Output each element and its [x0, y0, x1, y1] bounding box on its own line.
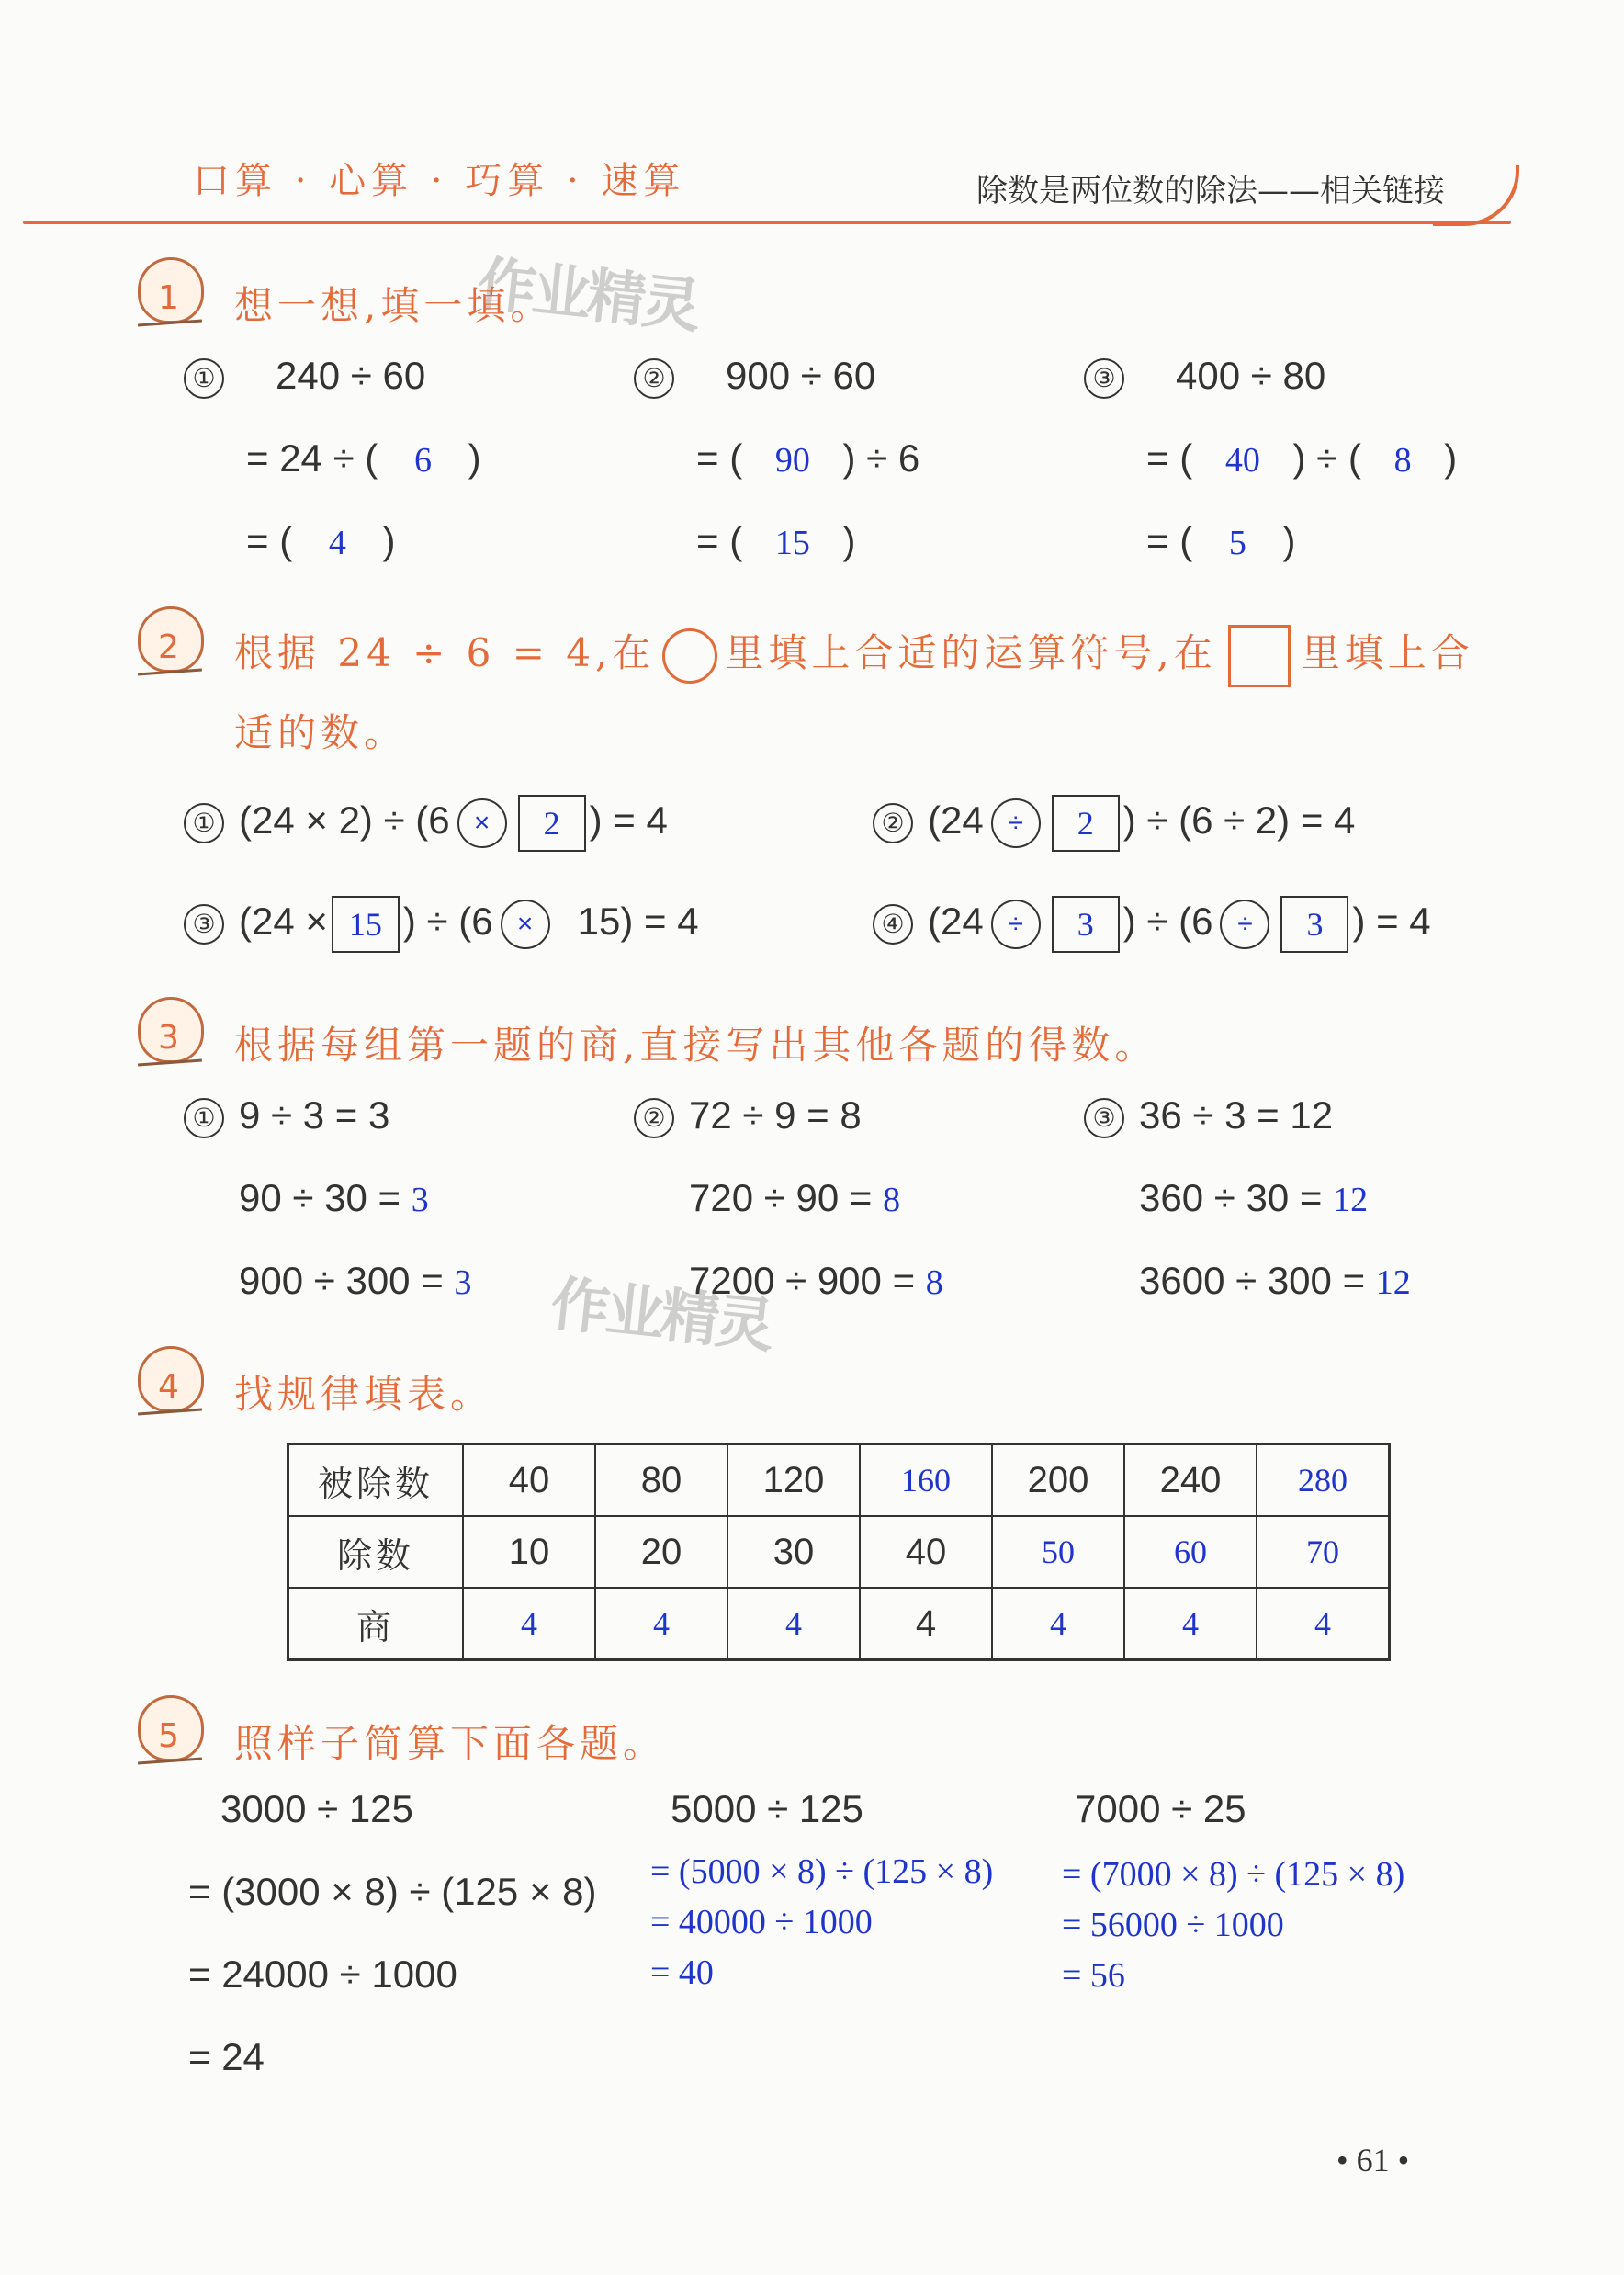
s5-p1-l2: = 40000 ÷ 1000 — [650, 1903, 873, 1941]
table-row — [288, 1588, 1390, 1660]
s3-col2-r3: 7200 ÷ 900 = 8 — [689, 1259, 943, 1302]
s5-p1-l3: = 40 — [650, 1953, 714, 1992]
s5-p1-l1: = (5000 × 8) ÷ (125 × 8) — [650, 1852, 994, 1891]
answer-cell: 160 — [860, 1444, 992, 1517]
header-left: 口算 · 心算 · 巧算 · 速算 — [193, 160, 686, 202]
table-cell: 120 — [727, 1444, 860, 1517]
s3-col2-first: ② 72 ÷ 9 = 8 — [634, 1093, 862, 1138]
s1-item-1-line2: = 24 ÷ ( 6 ) — [246, 436, 481, 480]
section-1-title: 想一想,填一填。 — [234, 283, 554, 328]
section-number: 3 — [158, 1019, 179, 1057]
s3-col1-r3: 900 ÷ 300 = 3 — [239, 1259, 472, 1302]
s3-col3-r3: 3600 ÷ 300 = 12 — [1139, 1259, 1411, 1302]
table-cell: 200 — [992, 1444, 1124, 1517]
s2-q1: ① (24 × 2) ÷ (6 × 2 ) = 4 — [184, 795, 668, 852]
answer-cell: 4 — [727, 1588, 860, 1660]
s5-p2-l3: = 56 — [1062, 1956, 1125, 1995]
box-placeholder-icon — [1228, 625, 1291, 687]
table-cell: 4 — [860, 1588, 992, 1660]
row-head: 商 — [288, 1588, 464, 1660]
section-5-badge — [138, 1695, 202, 1769]
s2-q3: ③ (24 × 15 ) ÷ (6 × 15) = 4 — [184, 896, 699, 953]
s1-item-3-expr: ③ 400 ÷ 80 — [1084, 354, 1325, 399]
s1-item-1-line3: = ( 4 ) — [246, 519, 396, 562]
s5-p2-expr: 7000 ÷ 25 — [1075, 1787, 1246, 1830]
section-2-title-cont: 适的数。 — [234, 710, 408, 755]
section-5-title: 照样子简算下面各题。 — [234, 1721, 667, 1766]
section-4-badge — [138, 1346, 202, 1420]
table-cell: 40 — [860, 1516, 992, 1588]
s1-item-2-expr: ② 900 ÷ 60 — [634, 354, 875, 399]
answer-cell: 4 — [1257, 1588, 1390, 1660]
section-2-title: 根据 24 ÷ 6 = 4,在 里填上合适的运算符号,在 里填上合 — [234, 623, 1474, 687]
watermark: 作业精灵 — [547, 1270, 774, 1362]
section-number: 4 — [158, 1368, 179, 1406]
page-number: • 61 • — [1336, 2142, 1410, 2179]
table-row — [288, 1516, 1390, 1588]
s3-col1-first: ① 9 ÷ 3 = 3 — [184, 1093, 389, 1138]
s1-item-1-expr: ① 240 ÷ 60 — [184, 354, 425, 399]
section-number: 2 — [158, 628, 179, 666]
table-cell: 40 — [463, 1444, 595, 1517]
s3-col3-r2: 360 ÷ 30 = 12 — [1139, 1176, 1369, 1219]
row-head: 除数 — [288, 1516, 464, 1588]
answer-cell: 4 — [595, 1588, 727, 1660]
section-2-badge — [138, 606, 202, 680]
answer-cell: 60 — [1124, 1516, 1257, 1588]
table-cell: 10 — [463, 1516, 595, 1588]
section-3-title: 根据每组第一题的商,直接写出其他各题的得数。 — [234, 1023, 1158, 1068]
section-number: 1 — [158, 279, 179, 317]
s1-item-3-line3: = ( 5 ) — [1146, 519, 1296, 562]
s2-q4: ④ (24 ÷ 3 ) ÷ (6 ÷ 3 ) = 4 — [873, 896, 1431, 953]
s3-col2-r2: 720 ÷ 90 = 8 — [689, 1176, 901, 1219]
watermark: 作业精灵 — [474, 250, 701, 342]
s5-example-l3: = 24 — [188, 2035, 265, 2078]
pattern-table — [287, 1443, 1391, 1661]
section-3-badge — [138, 997, 202, 1070]
circle-placeholder-icon — [662, 628, 717, 684]
s5-example-l2: = 24000 ÷ 1000 — [188, 1952, 457, 1996]
s5-p1-expr: 5000 ÷ 125 — [671, 1787, 863, 1830]
answer-cell: 50 — [992, 1516, 1124, 1588]
s5-p2-l1: = (7000 × 8) ÷ (125 × 8) — [1062, 1855, 1405, 1894]
row-head: 被除数 — [288, 1444, 464, 1517]
header-curve — [1433, 165, 1519, 226]
s3-col1-r2: 90 ÷ 30 = 3 — [239, 1176, 429, 1219]
section-1-badge — [138, 257, 202, 331]
section-number: 5 — [158, 1717, 179, 1755]
table-row — [288, 1444, 1390, 1517]
table-cell: 240 — [1124, 1444, 1257, 1517]
answer-cell: 70 — [1257, 1516, 1390, 1588]
answer-cell: 4 — [1124, 1588, 1257, 1660]
s1-item-2-line2: = ( 90 ) ÷ 6 — [696, 436, 920, 480]
s5-example-expr: 3000 ÷ 125 — [220, 1787, 413, 1830]
table-cell: 30 — [727, 1516, 860, 1588]
answer-cell: 4 — [992, 1588, 1124, 1660]
s5-example-l1: = (3000 × 8) ÷ (125 × 8) — [188, 1870, 597, 1913]
table-cell: 80 — [595, 1444, 727, 1517]
section-4-title: 找规律填表。 — [234, 1372, 494, 1417]
header-right: 除数是两位数的除法——相关链接 — [976, 173, 1445, 209]
s5-p2-l2: = 56000 ÷ 1000 — [1062, 1906, 1284, 1944]
header-rule — [23, 221, 1511, 224]
answer-cell: 4 — [463, 1588, 595, 1660]
s3-col3-first: ③ 36 ÷ 3 = 12 — [1084, 1093, 1333, 1138]
s1-item-2-line3: = ( 15 ) — [696, 519, 856, 562]
answer-cell: 280 — [1257, 1444, 1390, 1517]
s2-q2: ② (24 ÷ 2 ) ÷ (6 ÷ 2) = 4 — [873, 795, 1355, 852]
table-cell: 20 — [595, 1516, 727, 1588]
s1-item-3-line2: = ( 40 ) ÷ ( 8 ) — [1146, 436, 1458, 480]
